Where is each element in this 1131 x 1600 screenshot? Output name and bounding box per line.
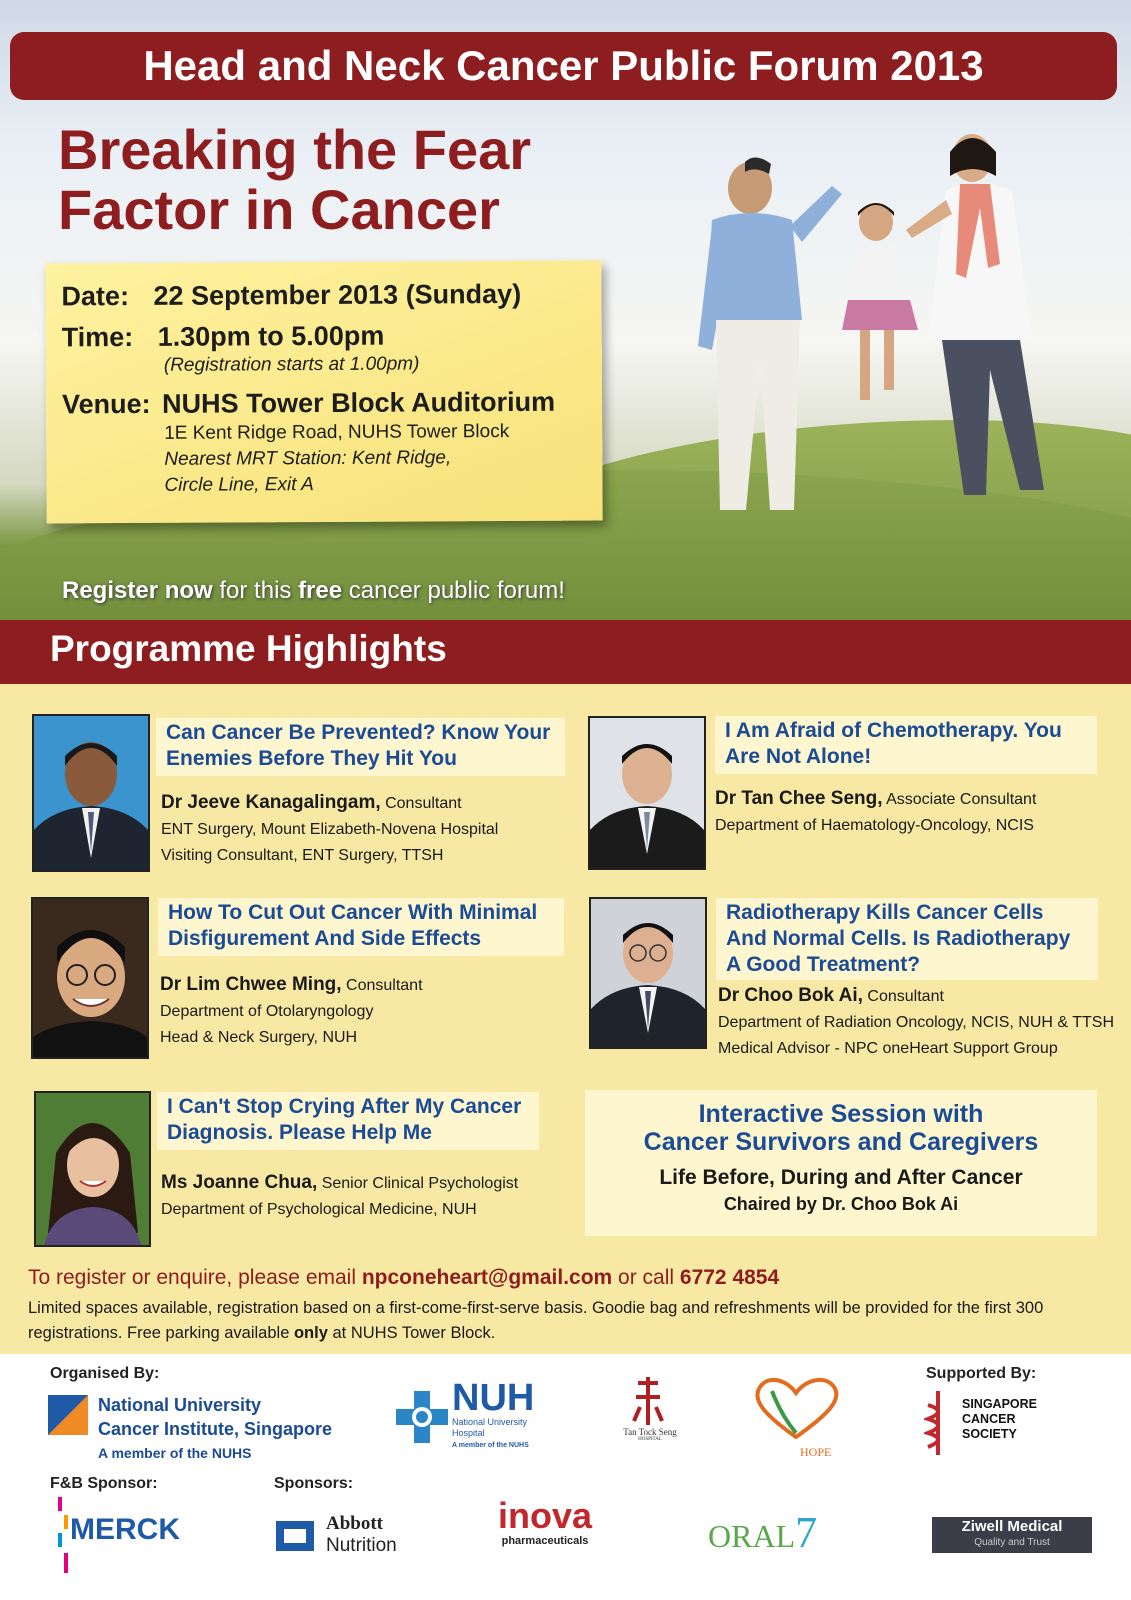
ncis-line1: National University [98,1395,262,1415]
scs-line2: CANCER [962,1412,1016,1426]
event-details-note [45,261,602,524]
ziwell-sub: Quality and Trust [974,1537,1050,1548]
limited-text-a: Limited spaces available, registration based on a first-come-first-serve basis. Goodie bag and refreshments will be provided for the first 300 registrations. Free parking available [28,1299,1044,1342]
nuh-line2: Hospital [452,1428,485,1438]
time-label: Time: [61,321,134,353]
talk-5-speaker-role: Senior Clinical Psychologist [317,1175,519,1192]
scs-logo-text [962,1397,1037,1442]
talk-4-speaker-role: Consultant [862,988,944,1005]
talk-1-line2: ENT Surgery, Mount Elizabeth-Novena Hospital [161,821,499,838]
talk-3-line2: Department of Otolaryngology [160,1003,374,1020]
abbott-logo-text [326,1513,397,1557]
interactive-subtitle: Life Before, During and After Cancer [659,1166,1023,1189]
talk-4-speaker-name: Dr Choo Bok Ai, [718,985,863,1006]
mrt-line1: Nearest MRT Station: Kent Ridge, [164,447,452,470]
organised-by-label: Organised By: [50,1365,160,1382]
talk-3-title: How To Cut Out Cancer With Minimal Disfigurement And Side Effects [158,898,564,956]
speaker-portrait-2 [590,718,704,868]
talk-2-line2: Department of Haematology-Oncology, NCIS [715,817,1034,834]
ttsh-logo-text [622,1427,678,1442]
talk-1-speaker-role: Consultant [380,795,462,812]
programme-heading: Programme Highlights [50,628,447,669]
date-value: 22 September 2013 (Sunday) [153,278,522,311]
talk-4-title: Radiotherapy Kills Cancer Cells And Normal Cells. Is Radiotherapy A Good Treatment? [716,898,1098,980]
register-phone[interactable]: 6772 4854 [679,1266,780,1289]
talk-5-speaker [161,1170,518,1223]
main-title-line1: Breaking the Fear [58,118,532,181]
talk-5-title: I Can't Stop Crying After My Cancer Diagnosis. Please Help Me [157,1092,539,1150]
ziwell-text: Ziwell Medical [961,1518,1063,1535]
nuh-big: NUH [452,1377,535,1419]
ncis-line3: A member of the NUHS [98,1445,252,1461]
register-now-text1: for this [212,577,299,604]
ncis-line2: Cancer Institute, Singapore [98,1419,333,1439]
inova-logo [498,1497,592,1547]
hope-heart-logo-icon [752,1377,842,1441]
speaker-photo-jeeve [32,714,150,872]
venue-label: Venue: [61,388,151,420]
talk-5-line2: Department of Psychological Medicine, NUH [161,1201,477,1218]
speaker-portrait-4 [591,899,705,1047]
nuh-line3: A member of the NUHS [452,1442,529,1449]
ttsh-name: Tan Tock Seng [623,1427,677,1437]
speaker-photo-joanne [34,1091,151,1247]
ncis-logo-icon [48,1395,88,1435]
register-middle: or call [612,1266,680,1289]
register-now-bold: Register now [62,577,213,604]
speaker-photo-tan [588,716,706,870]
talk-2-speaker [715,786,1036,839]
abbott-line2: Nutrition [326,1535,397,1556]
speaker-photo-lim [31,897,149,1059]
oral7-number: 7 [795,1508,818,1557]
talk-4-line2: Department of Radiation Oncology, NCIS, NUH & TTSH [718,1014,1114,1031]
mrt-line2: Circle Line, Exit A [164,474,314,496]
ttsh-logo-icon [630,1377,666,1427]
limited-text-only: only [293,1324,328,1342]
venue-value: NUHS Tower Block Auditorium [161,386,556,419]
talk-4-line3: Medical Advisor - NPC oneHeart Support Group [718,1040,1058,1057]
programme-heading-bar [0,620,1131,684]
nuh-line1: National University [452,1417,528,1427]
registration-note: (Registration starts at 1.00pm) [163,353,420,376]
speaker-portrait-5 [36,1093,149,1245]
family-photo [690,130,1110,540]
interactive-chair: Chaired by Dr. Choo Bok Ai [723,1194,959,1214]
interactive-title [585,1100,1097,1156]
main-title [58,120,531,240]
nuh-logo-text [452,1379,534,1453]
speaker-photo-choo [589,897,707,1049]
limited-spaces-text [28,1296,1113,1346]
abbott-logo-icon [274,1519,316,1553]
inova-text: inova [498,1495,593,1536]
talk-1-speaker [161,790,498,869]
inova-sub: pharmaceuticals [501,1535,589,1547]
date-label: Date: [61,281,130,312]
merck-text: MERCK [70,1513,180,1546]
talk-1-speaker-name: Dr Jeeve Kanagalingam, [161,792,381,813]
talk-2-speaker-role: Associate Consultant [882,791,1037,808]
interactive-session-box [585,1090,1097,1236]
abbott-line1: Abbott [326,1513,384,1534]
talk-4-speaker [718,983,1114,1062]
oral7-logo [708,1507,817,1558]
talk-5-speaker-name: Ms Joanne Chua, [161,1172,318,1193]
fb-sponsor-label: F&B Sponsor: [50,1475,158,1492]
register-now-text2: cancer public forum! [342,577,565,604]
ttsh-sub: HOSPITAL [638,1437,662,1442]
venue-address: 1E Kent Ridge Road, NUHS Tower Block [164,421,510,444]
talk-2-speaker-name: Dr Tan Chee Seng, [715,788,883,809]
scs-line3: SOCIETY [962,1427,1017,1441]
register-prefix: To register or enquire, please email [28,1266,362,1289]
main-title-line2: Factor in Cancer [58,178,500,241]
hope-text: HOPE [800,1445,832,1459]
supported-by-label: Supported By: [926,1365,1037,1382]
scs-logo-icon [924,1391,952,1455]
time-value: 1.30pm to 5.00pm [157,320,385,352]
oral7-text: ORAL [708,1518,796,1554]
ziwell-logo [932,1517,1092,1553]
ncis-logo-text [98,1393,332,1465]
register-now-banner [62,577,565,605]
speaker-portrait-3 [33,899,147,1057]
talk-3-speaker-name: Dr Lim Chwee Ming, [160,974,342,995]
limited-text-b: at NUHS Tower Block. [327,1324,496,1342]
forum-title-bar: Head and Neck Cancer Public Forum 2013 [10,32,1117,100]
talk-2-title: I Am Afraid of Chemotherapy. You Are Not Alone! [715,716,1097,774]
hero-banner [0,0,1131,620]
interactive-title-line2: Cancer Survivors and Caregivers [643,1128,1039,1156]
nuh-logo-icon [396,1391,448,1443]
talk-3-speaker-role: Consultant [341,977,423,994]
sponsors-label: Sponsors: [274,1475,354,1492]
sponsors-footer [0,1355,1131,1600]
register-line [28,1266,779,1290]
scs-line1: SINGAPORE [962,1397,1038,1411]
speaker-portrait-1 [34,716,148,870]
register-email[interactable]: npconeheart@gmail.com [361,1266,613,1289]
talk-1-title: Can Cancer Be Prevented? Know Your Enemies Before They Hit You [156,718,565,776]
talk-3-speaker [160,972,423,1051]
register-now-free: free [298,577,343,604]
talk-3-line3: Head & Neck Surgery, NUH [160,1029,358,1046]
interactive-title-line1: Interactive Session with [698,1100,984,1128]
talk-1-line3: Visiting Consultant, ENT Surgery, TTSH [161,847,444,864]
